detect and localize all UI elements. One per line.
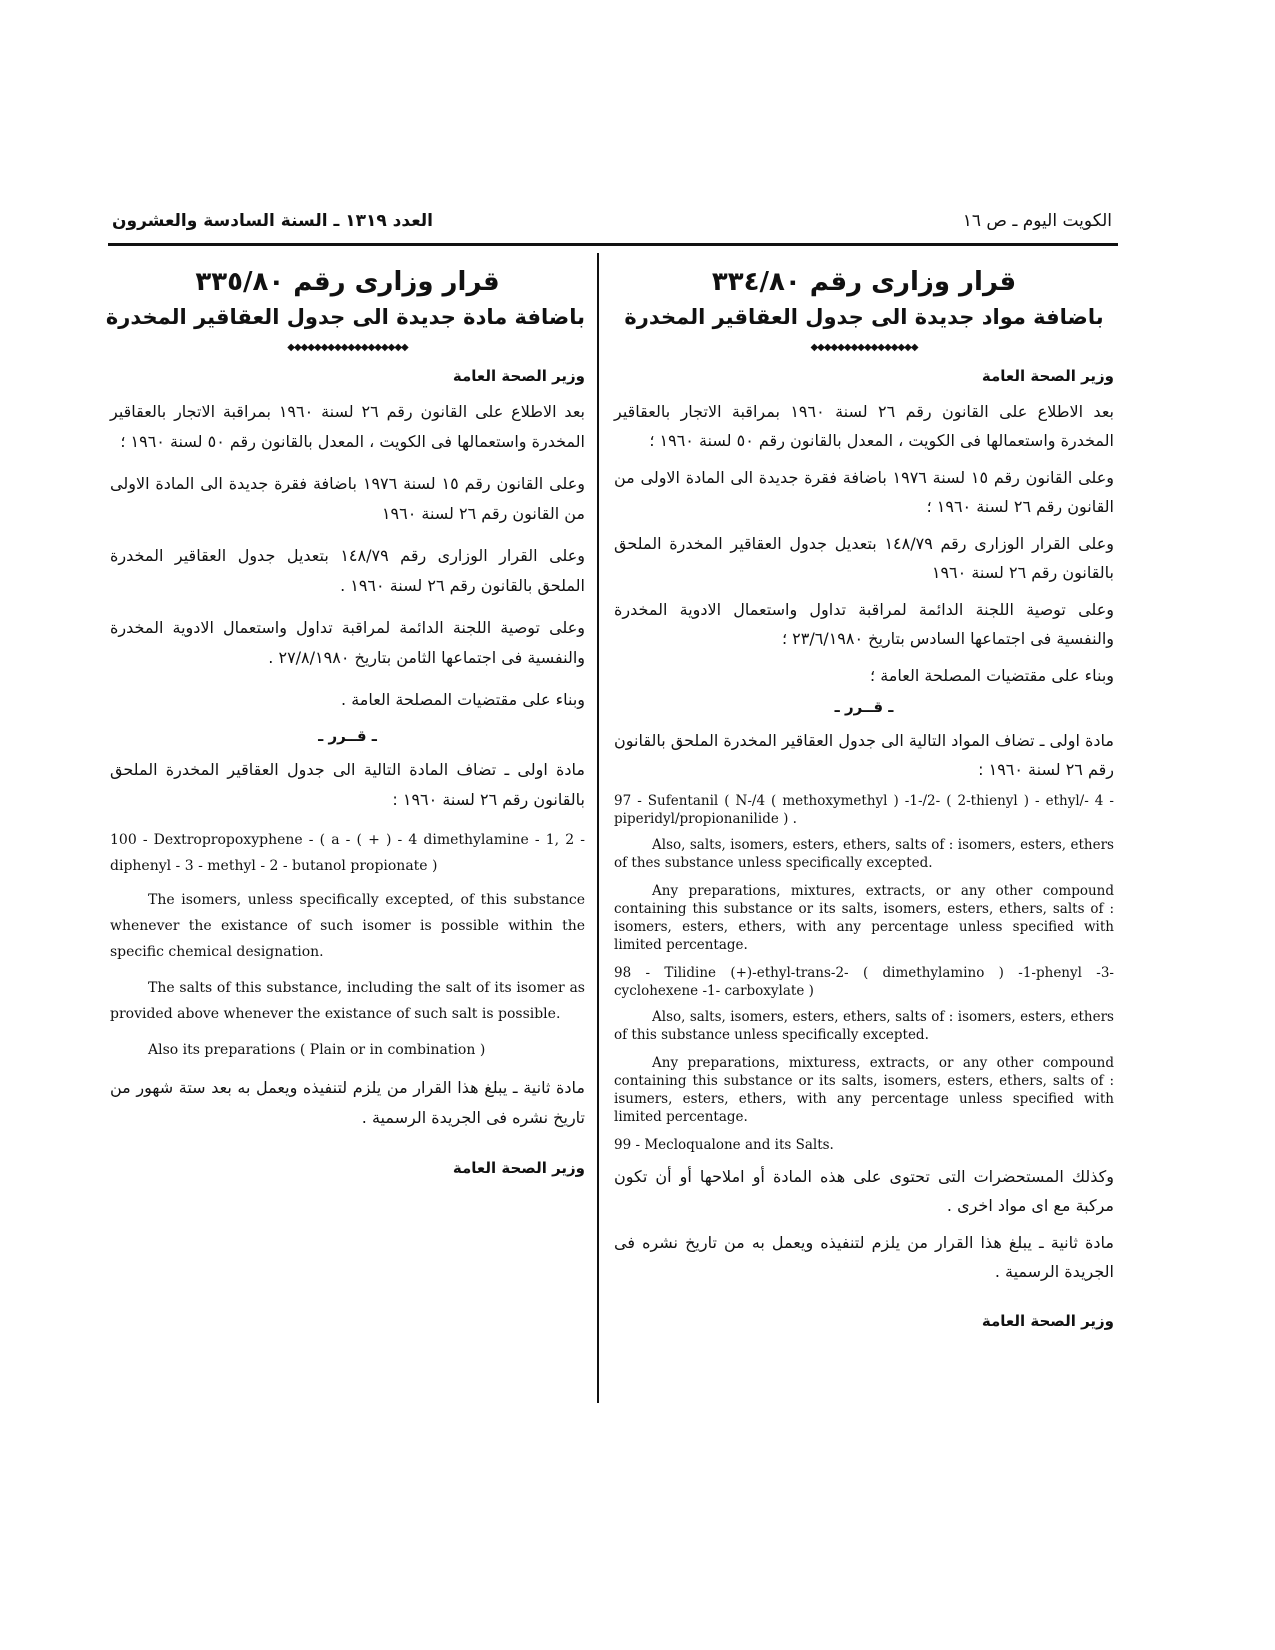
- article-two: مادة ثانية ـ يبلغ هذا القرار من يلزم لتنفيذه ويعمل به من تاريخ نشره فى الجريدة الرسمية .: [614, 1233, 1114, 1281]
- decision-334-column: [614, 255, 1114, 1330]
- decided-heading: ـ قــرر ـ: [318, 727, 377, 745]
- preamble-paragraph: وعلى توصية اللجنة الدائمة لمراقبة تداول واستعمال الادوية المخدرة والنفسية فى اجتماعها الثامن بتاريخ ٢٧/٨/١٩٨٠ .: [110, 618, 585, 667]
- preamble-paragraph: بعد الاطلاع على القانون رقم ٢٦ لسنة ١٩٦٠ بمراقبة الاتجار بالعقاقير المخدرة واستعمالها فى الكويت ، المعدل بالقانون رقم ٥٠ لسنة ١٩٦٠ ؛: [110, 402, 585, 451]
- substance-entry-99: 99 - Mecloqualone and its Salts.: [614, 1137, 834, 1153]
- decision-subtitle: باضافة مادة جديدة الى جدول العقاقير المخدرة: [105, 305, 585, 329]
- substance-note: Any preparations, mixturess, extracts, or any other compound containing this substance or its salts, isomers, esters, ethers, salts of : isumers, esters, ethers, with any percentage unless specified with limited percentage.: [614, 1055, 1114, 1125]
- substance-entry-97: 97 - Sufentanil ( N-/4 ( methoxymethyl ) -1-/2- ( 2-thienyl ) - ethyl/- 4 - piperidyl/propionanilide ) .: [614, 793, 1114, 827]
- decision-title: قرار وزارى رقم ٣٣٥/٨٠: [195, 267, 500, 297]
- article-one: مادة اولى ـ تضاف المادة التالية الى جدول العقاقير المخدرة الملحق بالقانون رقم ٢٦ لسنة ١٩٦٠ :: [110, 760, 585, 809]
- page-header: [112, 205, 1112, 239]
- preamble-paragraph: وبناء على مقتضيات المصلحة العامة ؛: [870, 666, 1114, 685]
- publication-page: الكويت اليوم ـ ص ١٦: [962, 211, 1112, 231]
- substance-entry-98: 98 - Tilidine (+)-ethyl-trans-2- ( dimethylamino ) -1-phenyl -3- cyclohexene -1- carboxylate ): [614, 965, 1114, 999]
- decision-subtitle: باضافة مواد جديدة الى جدول العقاقير المخدرة: [624, 305, 1104, 329]
- preparations-paragraph: وكذلك المستحضرات التى تحتوى على هذه المادة أو املاحها أو أن تكون مركبة مع اى مواد اخرى .: [614, 1167, 1114, 1215]
- issue-info: العدد ١٣١٩ ـ السنة السادسة والعشرون: [112, 211, 434, 231]
- article-one: مادة اولى ـ تضاف المواد التالية الى جدول العقاقير المخدرة الملحق بالقانون رقم ٢٦ لسنة ١٩٦٠ :: [614, 731, 1114, 779]
- preamble-paragraph: وعلى القانون رقم ١٥ لسنة ١٩٧٦ باضافة فقرة جديدة الى المادة الاولى من القانون رقم ٢٦ لسنة ١٩٦٠: [110, 474, 586, 523]
- preamble-paragraph: وعلى القرار الوزارى رقم ١٤٨/٧٩ بتعديل جدول العقاقير المخدرة الملحق بالقانون رقم ٢٦ لسنة ١٩٦٠: [614, 534, 1114, 582]
- article-two: مادة ثانية ـ يبلغ هذا القرار من يلزم لتنفيذه ويعمل به بعد ستة شهور من تاريخ نشره فى الجريدة الرسمية .: [110, 1078, 585, 1127]
- column-divider: [597, 253, 599, 1403]
- preamble-paragraph: وبناء على مقتضيات المصلحة العامة .: [341, 690, 585, 709]
- preamble-paragraph: وعلى توصية اللجنة الدائمة لمراقبة تداول واستعمال الادوية المخدرة والنفسية فى اجتماعها السادس بتاريخ ٢٣/٦/١٩٨٠ ؛: [614, 600, 1114, 648]
- preamble-paragraph: بعد الاطلاع على القانون رقم ٢٦ لسنة ١٩٦٠ بمراقبة الاتجار بالعقاقير المخدرة واستعمالها فى الكويت ، المعدل بالقانون رقم ٥٠ لسنة ١٩٦٠ ؛: [614, 402, 1114, 450]
- decided-heading: ـ قــرر ـ: [834, 698, 894, 716]
- decision-335-column: [105, 255, 586, 1177]
- preamble-paragraph: وعلى القانون رقم ١٥ لسنة ١٩٧٦ باضافة فقرة جديدة الى المادة الاولى من القانون رقم ٢٦ لسنة ١٩٦٠ ؛: [614, 468, 1114, 516]
- preamble-paragraph: وعلى القرار الوزارى رقم ١٤٨/٧٩ بتعديل جدول العقاقير المخدرة الملحق بالقانون رقم ٢٦ لسنة ١٩٦٠ .: [110, 546, 585, 595]
- decision-title: قرار وزارى رقم ٣٣٤/٨٠: [711, 267, 1017, 297]
- substance-note: The salts of this substance, including the salt of its isomer as provided above whenever the existance of such salt is possible.: [110, 980, 585, 1022]
- substance-note: Also, salts, isomers, esters, ethers, salts of : isomers, esters, ethers of thes substance unless specifically excepted.: [614, 837, 1114, 871]
- substance-note: The isomers, unless specifically excepted, of this substance whenever the existance of such isomer is possible within the specific chemical designation.: [110, 892, 585, 960]
- signature: وزير الصحة العامة: [981, 1312, 1114, 1330]
- substance-note: Also, salts, isomers, esters, ethers, salts of : isomers, esters, ethers of this substance unless specifically excepted.: [614, 1009, 1114, 1043]
- ornament-divider: ◆◆◆◆◆◆◆◆◆◆◆◆◆◆◆◆: [810, 342, 918, 353]
- signature: وزير الصحة العامة: [452, 1159, 585, 1177]
- substance-note: Any preparations, mixtures, extracts, or any other compound containing this substance or its salts, isomers, esters, ethers, salts of : isomers, esters, ethers, with any percentage unless specified with limited percentage.: [614, 883, 1114, 953]
- minister-heading: وزير الصحة العامة: [452, 367, 585, 385]
- substance-entry-100: 100 - Dextropropoxyphene - ( a - ( + ) - 4 dimethylamine - 1, 2 - diphenyl - 3 - methyl - 2 - butanol propionate ): [110, 832, 585, 874]
- ornament-divider: ◆◆◆◆◆◆◆◆◆◆◆◆◆◆◆◆◆◆: [287, 342, 408, 353]
- header-rule: [108, 243, 1118, 246]
- substance-note: Also its preparations ( Plain or in combination ): [148, 1042, 486, 1058]
- minister-heading: وزير الصحة العامة: [981, 367, 1114, 385]
